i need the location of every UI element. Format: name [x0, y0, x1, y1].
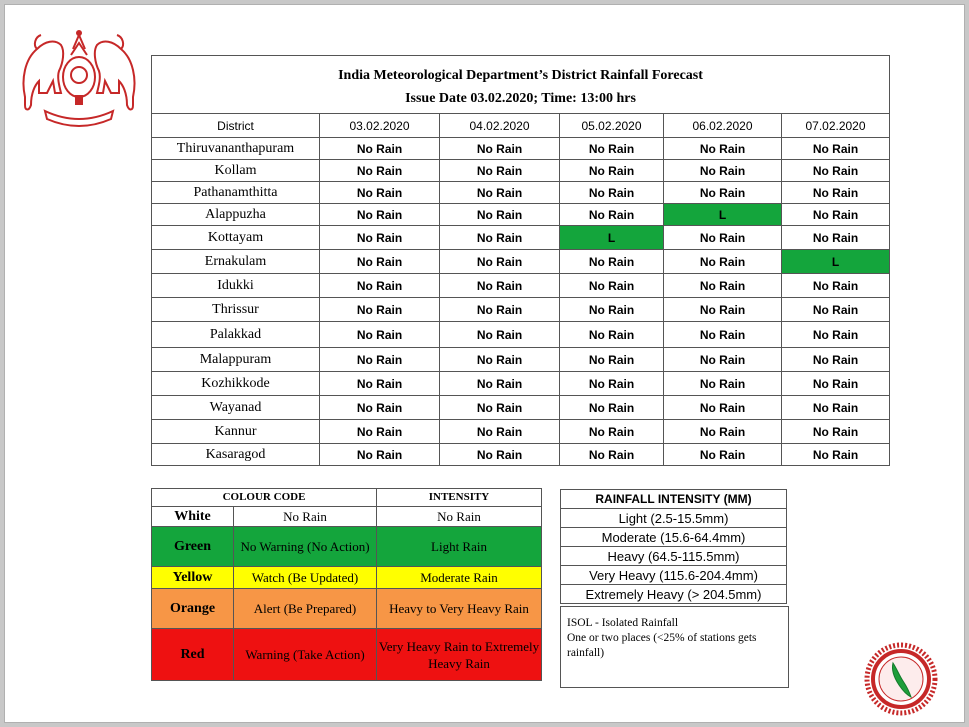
forecast-cell: No Rain — [440, 372, 560, 396]
forecast-cell: No Rain — [782, 138, 890, 160]
forecast-row — [152, 250, 890, 274]
intensity-item: Moderate (15.6-64.4mm) — [561, 528, 787, 547]
district-name: Kottayam — [152, 226, 320, 250]
forecast-cell: No Rain — [782, 274, 890, 298]
forecast-cell: No Rain — [664, 420, 782, 444]
isol-note-line1: ISOL - Isolated Rainfall — [567, 617, 679, 629]
forecast-cell: No Rain — [782, 444, 890, 466]
forecast-cell: No Rain — [664, 250, 782, 274]
forecast-cell: No Rain — [320, 226, 440, 250]
forecast-title-line2: Issue Date 03.02.2020; Time: 13:00 hrs — [405, 90, 636, 106]
forecast-cell: No Rain — [560, 396, 664, 420]
forecast-cell: No Rain — [560, 348, 664, 372]
colour-name-white: White — [152, 507, 234, 527]
forecast-cell: No Rain — [782, 298, 890, 322]
district-name: Kannur — [152, 420, 320, 444]
district-name: Thrissur — [152, 298, 320, 322]
kerala-state-emblem-icon — [15, 19, 143, 131]
forecast-title-line1: India Meteorological Department’s District Rainfall Forecast — [338, 67, 703, 83]
forecast-cell: No Rain — [320, 396, 440, 420]
forecast-cell: No Rain — [560, 250, 664, 274]
intensity-item: Heavy (64.5-115.5mm) — [561, 547, 787, 566]
date-column-header: 06.02.2020 — [664, 114, 782, 138]
forecast-cell: No Rain — [664, 182, 782, 204]
forecast-cell: No Rain — [782, 182, 890, 204]
forecast-cell: L — [782, 250, 890, 274]
forecast-cell: No Rain — [320, 372, 440, 396]
forecast-cell: No Rain — [440, 298, 560, 322]
forecast-row — [152, 298, 890, 322]
forecast-cell: No Rain — [560, 138, 664, 160]
forecast-cell: No Rain — [440, 138, 560, 160]
forecast-cell: No Rain — [320, 444, 440, 466]
colour-meaning: No Rain — [234, 507, 377, 527]
forecast-row — [152, 182, 890, 204]
colour-intensity: No Rain — [377, 507, 542, 527]
slide — [4, 4, 965, 723]
forecast-cell: No Rain — [664, 226, 782, 250]
disaster-management-seal-icon — [859, 641, 943, 717]
colour-code-table — [151, 488, 542, 681]
colour-name-green: Green — [152, 527, 234, 567]
forecast-cell: No Rain — [320, 138, 440, 160]
forecast-cell: No Rain — [782, 226, 890, 250]
forecast-cell: No Rain — [560, 160, 664, 182]
forecast-cell: No Rain — [782, 420, 890, 444]
colour-name-orange: Orange — [152, 589, 234, 629]
forecast-cell: No Rain — [440, 160, 560, 182]
district-name: Pathanamthitta — [152, 182, 320, 204]
forecast-cell: No Rain — [440, 396, 560, 420]
forecast-cell: No Rain — [664, 322, 782, 348]
rainfall-intensity-header: RAINFALL INTENSITY (MM) — [561, 490, 787, 509]
forecast-cell: No Rain — [560, 274, 664, 298]
date-column-header: 05.02.2020 — [560, 114, 664, 138]
colour-meaning: Watch (Be Updated) — [234, 567, 377, 589]
district-column-header: District — [152, 114, 320, 138]
intensity-item: Very Heavy (115.6-204.4mm) — [561, 566, 787, 585]
forecast-cell: No Rain — [320, 274, 440, 298]
forecast-cell: No Rain — [440, 204, 560, 226]
forecast-cell: No Rain — [782, 348, 890, 372]
date-column-header: 07.02.2020 — [782, 114, 890, 138]
isol-note-line2: One or two places (<25% of stations gets rainfall) — [567, 632, 757, 659]
forecast-cell: No Rain — [560, 182, 664, 204]
forecast-row — [152, 444, 890, 466]
forecast-cell: No Rain — [560, 420, 664, 444]
forecast-cell: No Rain — [440, 182, 560, 204]
forecast-cell: No Rain — [782, 204, 890, 226]
district-name: Kollam — [152, 160, 320, 182]
district-name: Malappuram — [152, 348, 320, 372]
district-name: Alappuzha — [152, 204, 320, 226]
forecast-row — [152, 160, 890, 182]
forecast-cell: No Rain — [782, 396, 890, 420]
rainfall-intensity-table — [560, 489, 787, 604]
forecast-row — [152, 226, 890, 250]
district-name: Thiruvananthapuram — [152, 138, 320, 160]
forecast-cell: L — [560, 226, 664, 250]
intensity-item: Extremely Heavy (> 204.5mm) — [561, 585, 787, 604]
colour-intensity: Light Rain — [377, 527, 542, 567]
district-name: Palakkad — [152, 322, 320, 348]
forecast-row — [152, 138, 890, 160]
forecast-row — [152, 420, 890, 444]
colour-intensity: Very Heavy Rain to Extremely Heavy Rain — [377, 629, 542, 681]
forecast-cell: No Rain — [320, 160, 440, 182]
forecast-cell: No Rain — [782, 160, 890, 182]
colour-meaning: No Warning (No Action) — [234, 527, 377, 567]
district-name: Ernakulam — [152, 250, 320, 274]
date-column-header: 03.02.2020 — [320, 114, 440, 138]
intensity-header: INTENSITY — [377, 489, 542, 507]
forecast-row — [152, 204, 890, 226]
forecast-cell: No Rain — [440, 250, 560, 274]
intensity-item: Light (2.5-15.5mm) — [561, 509, 787, 528]
forecast-cell: No Rain — [664, 396, 782, 420]
date-column-header: 04.02.2020 — [440, 114, 560, 138]
forecast-cell: No Rain — [320, 250, 440, 274]
colour-meaning: Warning (Take Action) — [234, 629, 377, 681]
forecast-row — [152, 274, 890, 298]
district-forecast-table — [151, 55, 890, 466]
isol-note — [560, 606, 789, 688]
forecast-title — [152, 56, 890, 114]
forecast-cell: No Rain — [320, 348, 440, 372]
district-name: Kozhikkode — [152, 372, 320, 396]
forecast-cell: No Rain — [664, 372, 782, 396]
forecast-cell: No Rain — [440, 322, 560, 348]
district-name: Idukki — [152, 274, 320, 298]
colour-name-yellow: Yellow — [152, 567, 234, 589]
forecast-cell: No Rain — [320, 298, 440, 322]
forecast-cell: No Rain — [440, 420, 560, 444]
forecast-cell: No Rain — [440, 348, 560, 372]
forecast-cell: No Rain — [664, 274, 782, 298]
forecast-cell: No Rain — [560, 372, 664, 396]
colour-intensity: Moderate Rain — [377, 567, 542, 589]
forecast-cell: No Rain — [320, 182, 440, 204]
forecast-cell: No Rain — [560, 322, 664, 348]
colour-meaning: Alert (Be Prepared) — [234, 589, 377, 629]
colour-code-header: COLOUR CODE — [152, 489, 377, 507]
forecast-row — [152, 396, 890, 420]
forecast-cell: No Rain — [664, 348, 782, 372]
forecast-cell: No Rain — [440, 444, 560, 466]
forecast-cell: No Rain — [782, 372, 890, 396]
forecast-row — [152, 322, 890, 348]
forecast-cell: No Rain — [560, 444, 664, 466]
forecast-cell: No Rain — [560, 298, 664, 322]
forecast-cell: No Rain — [782, 322, 890, 348]
forecast-row — [152, 348, 890, 372]
district-name: Wayanad — [152, 396, 320, 420]
forecast-cell: No Rain — [440, 226, 560, 250]
forecast-cell: No Rain — [664, 160, 782, 182]
forecast-cell: No Rain — [664, 298, 782, 322]
district-name: Kasaragod — [152, 444, 320, 466]
forecast-cell: No Rain — [664, 444, 782, 466]
forecast-cell: L — [664, 204, 782, 226]
forecast-cell: No Rain — [320, 420, 440, 444]
forecast-cell: No Rain — [560, 204, 664, 226]
colour-name-red: Red — [152, 629, 234, 681]
forecast-row — [152, 372, 890, 396]
forecast-cell: No Rain — [320, 204, 440, 226]
forecast-cell: No Rain — [320, 322, 440, 348]
forecast-cell: No Rain — [440, 274, 560, 298]
colour-intensity: Heavy to Very Heavy Rain — [377, 589, 542, 629]
forecast-cell: No Rain — [664, 138, 782, 160]
